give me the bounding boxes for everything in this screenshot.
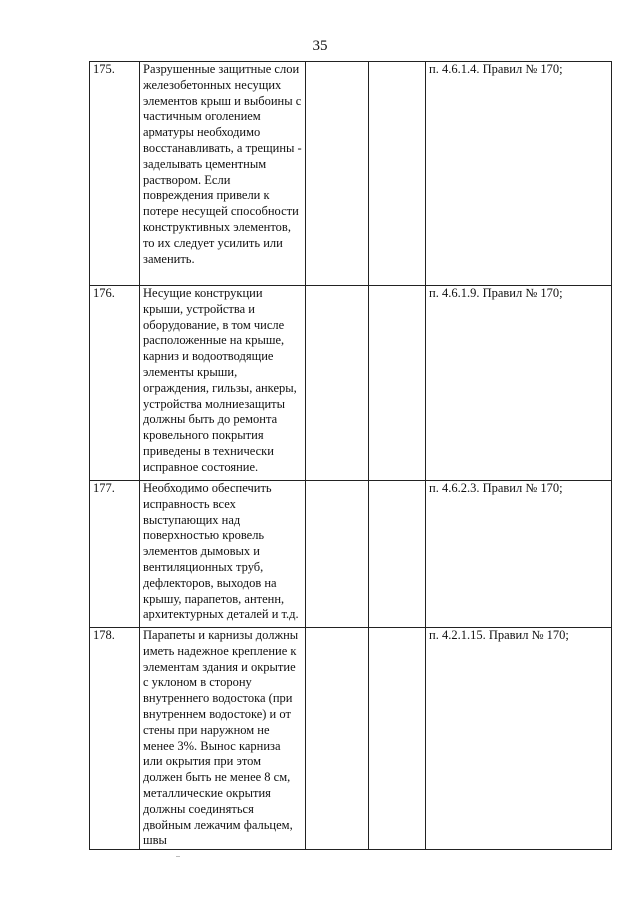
row-number: 178.: [90, 628, 140, 850]
row-cell-empty-b: [369, 628, 426, 850]
row-requirement-text: Несущие конструкции крыши, устройства и оборудование, в том числе расположенные на крыше, карниз и водоотводящие элементы крыши, ограждения, гильзы, анкеры, устройства молниезащиты должны быть до ремонта кровельного покрытия приведены в технически исправное состояние.: [140, 286, 306, 481]
row-cell-empty-b: [369, 481, 426, 628]
scan-speck: [176, 856, 180, 857]
row-number: 177.: [90, 481, 140, 628]
row-number: 175.: [90, 62, 140, 286]
row-cell-empty-b: [369, 286, 426, 481]
row-cell-empty-a: [306, 481, 369, 628]
rules-table: [89, 61, 612, 850]
table-row: [90, 286, 612, 481]
row-cell-empty-b: [369, 62, 426, 286]
row-requirement-text: Разрушенные защитные слои железобетонных несущих элементов крыш и выбоины с частичным оголением арматуры необходимо восстанавливать, а трещины - заделывать цементным раствором. Если повреждения привели к потере несущей способности конструктивных элементов, то их следует усилить или заменить.: [140, 62, 306, 286]
row-reference: п. 4.6.1.4. Правил № 170;: [426, 62, 612, 286]
row-reference: п. 4.6.2.3. Правил № 170;: [426, 481, 612, 628]
row-cell-empty-a: [306, 286, 369, 481]
row-requirement-text: Парапеты и карнизы должны иметь надежное крепление к элементам здания и окрытие с уклоном в сторону внутреннего водостока (при внутреннем водостоке) и от стены при наружном не менее 3%. Вынос карниза или окрытия при этом должен быть не менее 8 см, металлические окрытия должны соединяться двойным лежачим фальцем, швы: [140, 628, 306, 850]
row-requirement-text: Необходимо обеспечить исправность всех выступающих над поверхностью кровель элементов дымовых и вентиляционных труб, дефлекторов, выходов на крышу, парапетов, антенн, архитектурных деталей и т.д.: [140, 481, 306, 628]
table-row: [90, 62, 612, 286]
table-row: [90, 628, 612, 850]
row-reference: п. 4.6.1.9. Правил № 170;: [426, 286, 612, 481]
row-reference: п. 4.2.1.15. Правил № 170;: [426, 628, 612, 850]
row-cell-empty-a: [306, 62, 369, 286]
row-cell-empty-a: [306, 628, 369, 850]
row-number: 176.: [90, 286, 140, 481]
page-number: 35: [312, 38, 328, 54]
table-row: [90, 481, 612, 628]
